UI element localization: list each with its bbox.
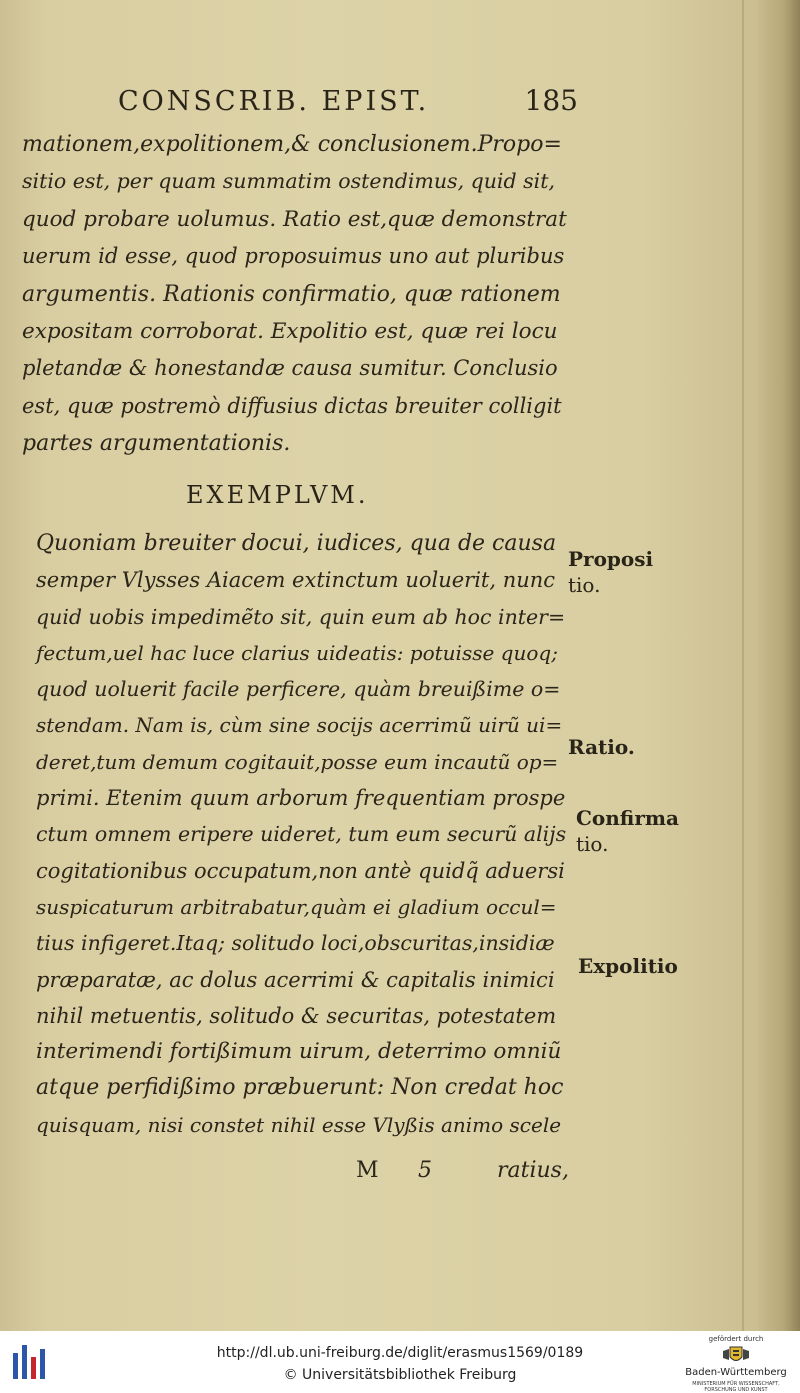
text-line: argumentis. Rationis confirmatio, quæ rationem bbox=[22, 281, 561, 307]
margin-note-confirmatio bbox=[576, 805, 679, 857]
text-line: stendam. Nam is, cùm sine socijs acerrimũ uirũ ui= bbox=[36, 713, 563, 738]
ministry-name: MINISTERIUM FÜR WISSENSCHAFT, FORSCHUNG UND KUNST bbox=[692, 1381, 780, 1393]
page-edge bbox=[758, 0, 800, 1331]
catchword: ratius, bbox=[497, 1158, 569, 1183]
text-line: fectum,uel hac luce clarius uideatis: potuisse quoq; bbox=[36, 640, 558, 665]
text-line: interimendi fortißimum uirum, deterrimo omniũ bbox=[36, 1039, 562, 1065]
text-line: sitio est, per quam summatim ostendimus, quid sit, bbox=[22, 169, 555, 194]
state-name: Baden-Württemberg bbox=[685, 1367, 787, 1378]
text-line: tius infigeret.Itaq; solitudo loci,obscuritas,insidiæ bbox=[36, 931, 555, 956]
text-line: primi. Etenim quum arborum frequentiam prospe bbox=[36, 786, 566, 811]
text-line: suspicaturum arbitrabatur,quàm ei gladium occul= bbox=[36, 894, 557, 919]
running-head: CONSCRIB. EPIST. bbox=[118, 86, 430, 117]
text-line: pletandæ & honestandæ causa sumitur. Conclusio bbox=[22, 356, 558, 381]
text-line: semper Vlysses Aiacem extinctum uoluerit, nunc bbox=[36, 568, 556, 593]
footer-bar bbox=[0, 1331, 800, 1391]
text-line: partes argumentationis. bbox=[22, 431, 291, 457]
signature-number: 5 bbox=[418, 1158, 432, 1183]
text-line: deret,tum demum cogitauit,posse eum incautũ op= bbox=[36, 749, 559, 774]
text-line: ctum omnem eripere uideret, tum eum securũ alijs bbox=[36, 822, 567, 847]
funder-logo bbox=[680, 1335, 792, 1393]
margin-note-line: tio. bbox=[576, 832, 609, 856]
text-line: cogitationibus occupatum,non antè quidq̃ aduersi bbox=[36, 858, 565, 883]
text-line: præparatæ, ac dolus acerrimi & capitalis inimici bbox=[36, 967, 555, 992]
text-line: quid uobis impedimẽto sit, quin eum ab hoc inter= bbox=[36, 604, 566, 629]
page-header bbox=[118, 84, 578, 124]
text-line: mationem,expolitionem,& conclusionem.Propo= bbox=[22, 132, 562, 157]
text-line: nihil metuentis, solitudo & securitas, potestatem bbox=[36, 1003, 557, 1028]
text-line: expositam corroborat. Expolitio est, quæ rei locu bbox=[22, 318, 558, 344]
text-line: atque perfidißimo præbuerunt: Non credat hoc bbox=[36, 1075, 564, 1101]
copyright-text: © Universitätsbibliothek Freiburg bbox=[283, 1367, 517, 1383]
signature-mark: M bbox=[356, 1158, 379, 1183]
margin-note-line: Confirma bbox=[576, 806, 679, 830]
margin-note-ratio: Ratio. bbox=[568, 735, 635, 759]
funded-by-label: gefördert durch bbox=[708, 1335, 764, 1343]
margin-note-line: Proposi bbox=[568, 547, 654, 571]
text-line: uerum id esse, quod proposuimus uno aut pluribus bbox=[22, 244, 565, 269]
text-line: est, quæ postremò diffusius dictas breuiter colligit bbox=[22, 393, 562, 418]
text-line: Quoniam breuiter docui, iudices, qua de causa bbox=[36, 531, 557, 556]
text-line: quod probare uolumus. Ratio est,quæ demonstrat bbox=[22, 206, 567, 232]
margin-note-expolitio: Expolitio bbox=[578, 954, 678, 978]
page-number: 185 bbox=[524, 84, 578, 117]
page-fold bbox=[742, 0, 744, 1331]
paragraph-example bbox=[36, 526, 566, 1143]
margin-note-propositio bbox=[568, 546, 653, 598]
text-line: quisquam, nisi constet nihil esse Vlyßis animo scele bbox=[36, 1112, 562, 1137]
paragraph-definitions bbox=[22, 126, 567, 463]
section-title: EXEMPLVM. bbox=[186, 481, 369, 509]
coat-of-arms-icon bbox=[720, 1344, 752, 1366]
permalink[interactable]: http://dl.ub.uni-freiburg.de/diglit/erasmus1569/0189 bbox=[216, 1345, 584, 1361]
margin-note-line: tio. bbox=[568, 573, 601, 597]
text-line: quod uoluerit facile perficere, quàm breuißime o= bbox=[36, 677, 561, 702]
